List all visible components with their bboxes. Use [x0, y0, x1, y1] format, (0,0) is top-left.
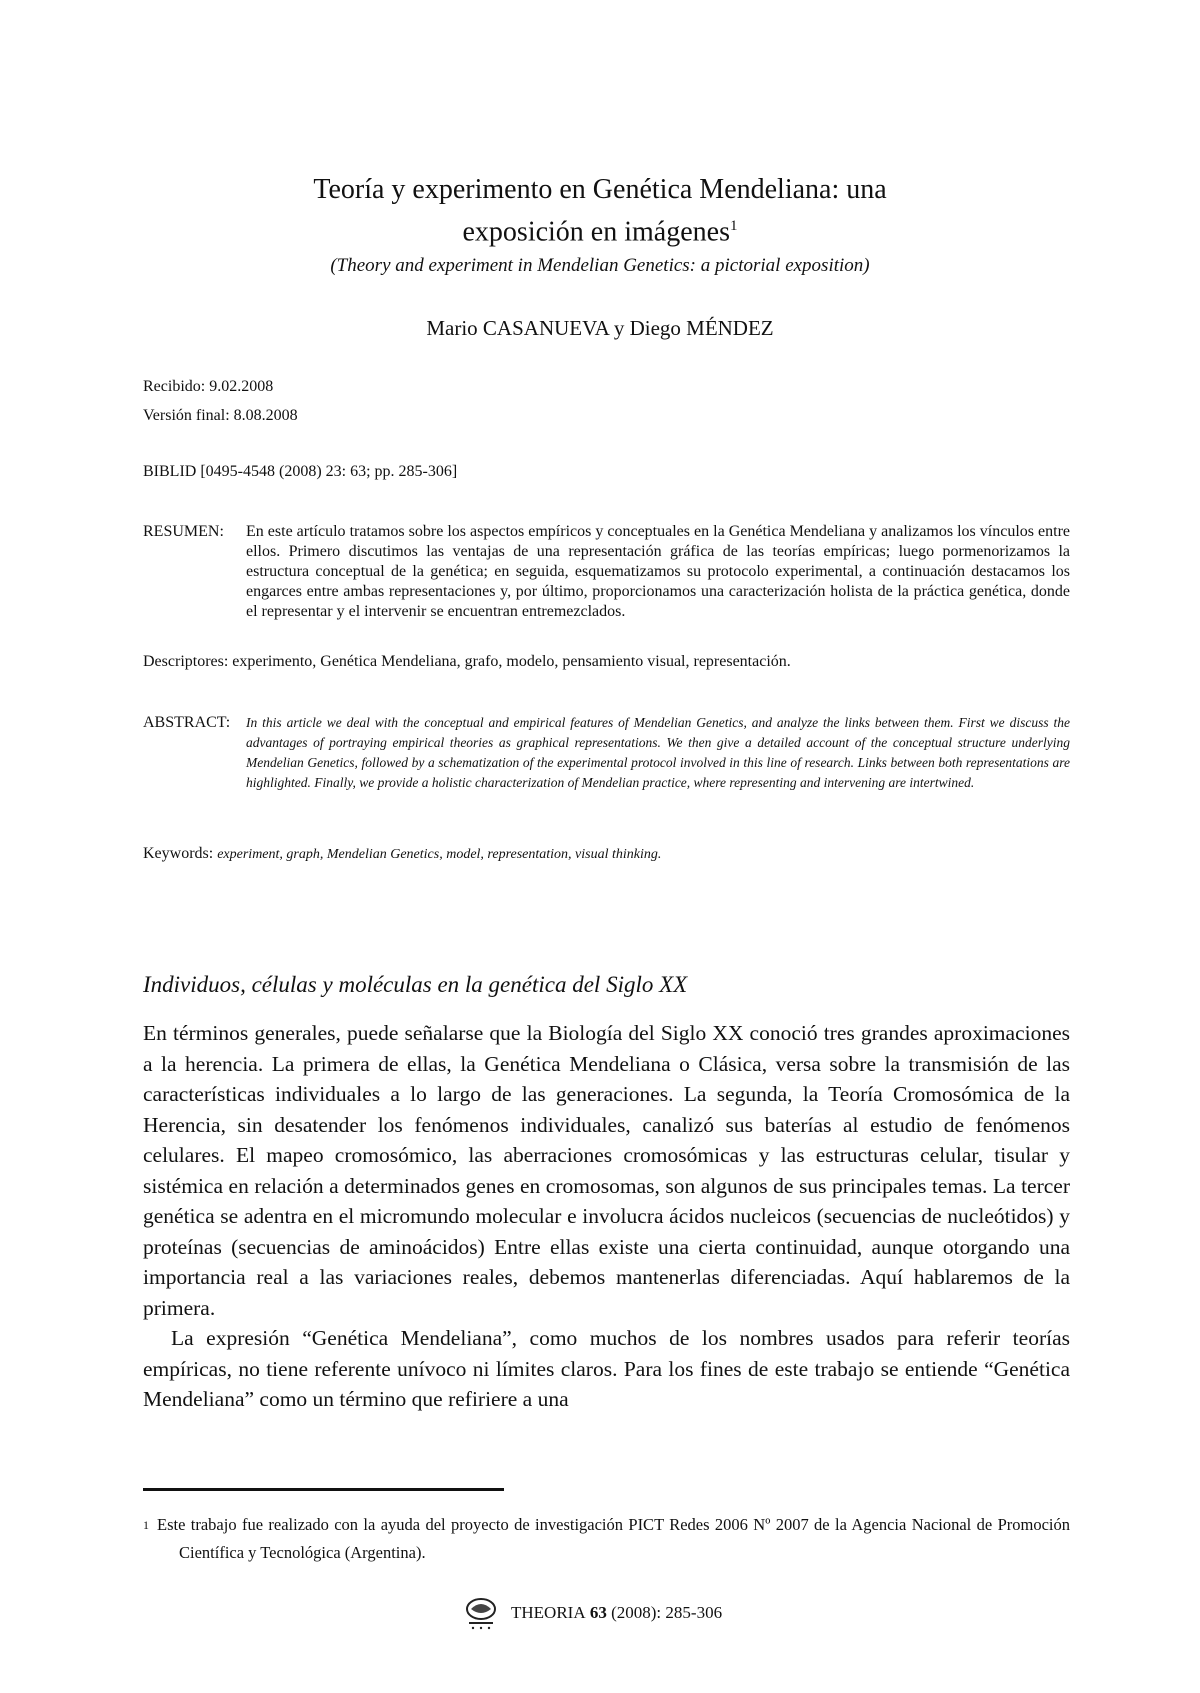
- paper-subtitle: (Theory and experiment in Mendelian Genetics: a pictorial exposition): [330, 255, 870, 276]
- footnote-marker: 1: [143, 1518, 149, 1532]
- journal-footer: [463, 1595, 722, 1631]
- descriptores: Descriptores: experimento, Genética Mendeliana, grafo, modelo, pensamiento visual, representación.: [143, 653, 791, 670]
- resumen-text: En este artículo tratamos sobre los aspectos empíricos y conceptuales en la Genética Mendeliana y analizamos los vínculos entre ellos. Primero discutimos las ventajas de una representación gráfica de las teorías empíricas; luego pormenorizamos la estructura conceptual de la genética; en seguida, esquematizamos su protocolo experimental, a continuación destacamos los engarces entre ambas representaciones y, por último, proporcionamos una caracterización holista de la práctica genética, donde el representar y el intervenir se encuentran entremezclados.: [246, 523, 1070, 620]
- abstract: [143, 713, 1070, 793]
- keywords-label: Keywords:: [143, 845, 214, 862]
- authors: Mario CASANUEVA y Diego MÉNDEZ: [426, 316, 774, 340]
- footer-issue: (2008): 285-306: [611, 1603, 723, 1622]
- received-date: Recibido: 9.02.2008: [143, 378, 274, 395]
- title-line-2-text: exposición en imágenes: [462, 216, 730, 248]
- title-line-2: [0, 208, 1200, 250]
- footnote: [143, 1511, 1070, 1567]
- paper-title: [0, 172, 1200, 250]
- abstract-text: In this article we deal with the conceptual and empirical features of Mendelian Genetics, and analyze the links between them. First we discuss the advantages of portraying empirical theories as graphical representations. We then give a detailed account of the conceptual structure underlying Mendelian Genetics, followed by a schematization of the experimental protocol involved in this line of research. Links between both representations are highlighted. Finally, we provide a holistic characterization of Mendelian practice, where representing and intervening are intertwined.: [246, 715, 1070, 790]
- footer-volume: 63: [589, 1603, 607, 1622]
- paragraph: En términos generales, puede señalarse que la Biología del Siglo XX conoció tres grandes aproximaciones a la herencia. La primera de ellas, la Genética Mendeliana o Clásica, versa sobre la transmisión de las características individuales a lo largo de las generaciones. La segunda, la Teoría Cromosómica de la Herencia, sin desatender los fenómenos individuales, canalizó sus baterías al estudio de fenómenos celulares. El mapeo cromosómico, las aberraciones cromosómicas y las estructuras celular, tisular y sistémica en relación a determinados genes en cromosomas, son algunos de sus principales temas. La tercer genética se adentra en el micromundo molecular e involucra ácidos nucleicos (secuencias de nucleótidos) y proteínas (secuencias de aminoácidos) Entre ellas existe una cierta continuidad, aunque otorgando una importancia real a las variaciones reales, debemos mantenerlas diferenciadas. Aquí hablaremos de la primera.: [143, 1021, 1070, 1320]
- title-line-1: Teoría y experimento en Genética Mendeliana: una: [313, 174, 887, 205]
- footnote-text: Este trabajo fue realizado con la ayuda del proyecto de investigación PICT Redes 2006 Nº 2007 de la Agencia Nacional de Promoción Científica y Tecnológica (Argentina).: [157, 1515, 1070, 1562]
- resumen-label: RESUMEN:: [143, 523, 224, 540]
- resumen: [143, 522, 1070, 622]
- keywords: [143, 845, 1070, 863]
- biblid: BIBLID [0495-4548 (2008) 23: 63; pp. 285-306]: [143, 463, 458, 480]
- footnote-rule: [143, 1488, 504, 1491]
- keywords-text: experiment, graph, Mendelian Genetics, model, representation, visual thinking.: [217, 847, 662, 862]
- title-footnote-marker: 1: [729, 218, 738, 234]
- theoria-logo-icon: [463, 1595, 499, 1631]
- body-text: [143, 1018, 1070, 1415]
- final-version-date: Versión final: 8.08.2008: [143, 407, 298, 424]
- section-heading: Individuos, células y moléculas en la genética del Siglo XX: [143, 972, 688, 997]
- abstract-label: ABSTRACT:: [143, 714, 231, 731]
- footer-journal: THEORIA: [511, 1603, 586, 1622]
- paragraph: La expresión “Genética Mendeliana”, como muchos de los nombres usados para referir teorías empíricas, no tiene referente unívoco ni límites claros. Para los fines de este trabajo se entiende “Genética Mendeliana” como un término que refiriere a una: [143, 1326, 1070, 1411]
